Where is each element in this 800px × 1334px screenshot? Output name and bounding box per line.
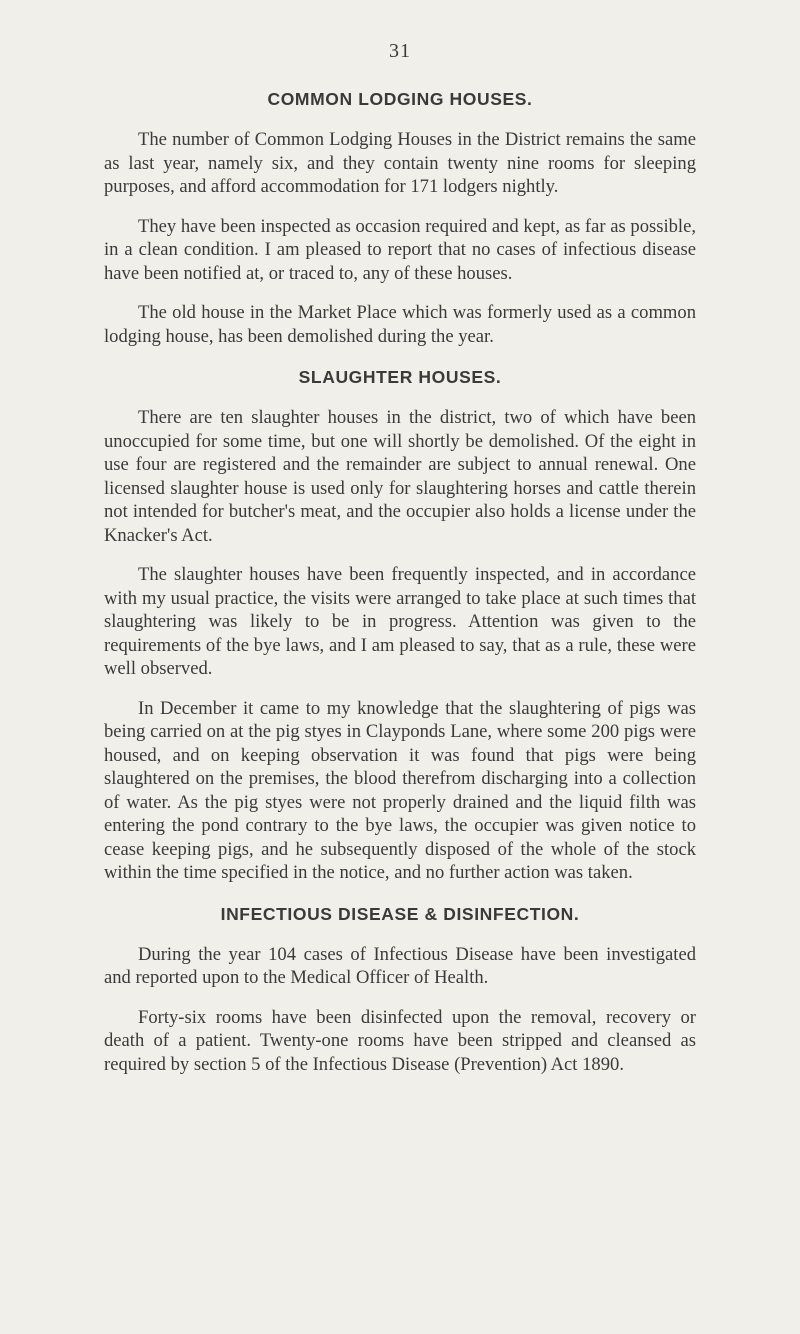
- page-number: 31: [389, 40, 411, 62]
- paragraph: The old house in the Market Place which was formerly used as a common lodging house, has been demolished during the year.: [104, 302, 696, 347]
- paragraph: The slaughter houses have been frequently inspected, and in accordance with my usual practice, the visits were arranged to take place at such times that slaughtering was likely to be in progress. Attention was given to the requirements of the bye laws, and I am pleased to say, that as a rule, these were well observed.: [104, 564, 696, 679]
- section-heading: COMMON LODGING HOUSES.: [267, 89, 533, 109]
- paragraph: Forty-six rooms have been disinfected upon the removal, recovery or death of a patient. Twenty-one rooms have been stripped and cleansed as required by section 5 of the Infectious Disease (Prevention) Act 1890.: [104, 1006, 696, 1075]
- paragraph: In December it came to my knowledge that the slaughtering of pigs was being carried on at the pig styes in Clayponds Lane, where some 200 pigs were housed, and on keeping observation it was found that pigs were being slaughtered on the premises, the blood therefrom discharging into a collection of water. As the pig styes were not properly drained and the liquid filth was entering the pond contrary to the bye laws, the occupier was given notice to cease keeping pigs, and he subsequently disposed of the whole of the stock within the time specified in the notice, and no further action was taken.: [104, 697, 696, 883]
- section-common-lodging-houses: [104, 88, 696, 348]
- section-heading: INFECTIOUS DISEASE & DISINFECTION.: [220, 903, 580, 924]
- paragraph: The number of Common Lodging Houses in the District remains the same as last year, namely six, and they contain twenty nine rooms for sleeping purposes, and afford accommodation for 171 lodgers nightly.: [104, 129, 696, 197]
- section-infectious-disease: [104, 903, 696, 1077]
- paragraph: They have been inspected as occasion required and kept, as far as possible, in a clean condition. I am pleased to report that no cases of infectious disease have been notified at, or traced to, any of these houses.: [104, 215, 696, 284]
- section-heading: SLAUGHTER HOUSES.: [298, 367, 502, 387]
- paragraph: During the year 104 cases of Infectious Disease have been investigated and reported upon to the Medical Officer of Health.: [104, 943, 696, 988]
- section-slaughter-houses: [104, 366, 696, 885]
- page-content: [104, 88, 696, 1094]
- paragraph: There are ten slaughter houses in the district, two of which have been unoccupied for some time, but one will shortly be demolished. Of the eight in use four are registered and the remainder are subject to annual renewal. One licensed slaughter house is used only for slaughtering horses and cattle therein not intended for butcher's meat, and the occupier also holds a license under the Knacker's Act.: [104, 407, 696, 546]
